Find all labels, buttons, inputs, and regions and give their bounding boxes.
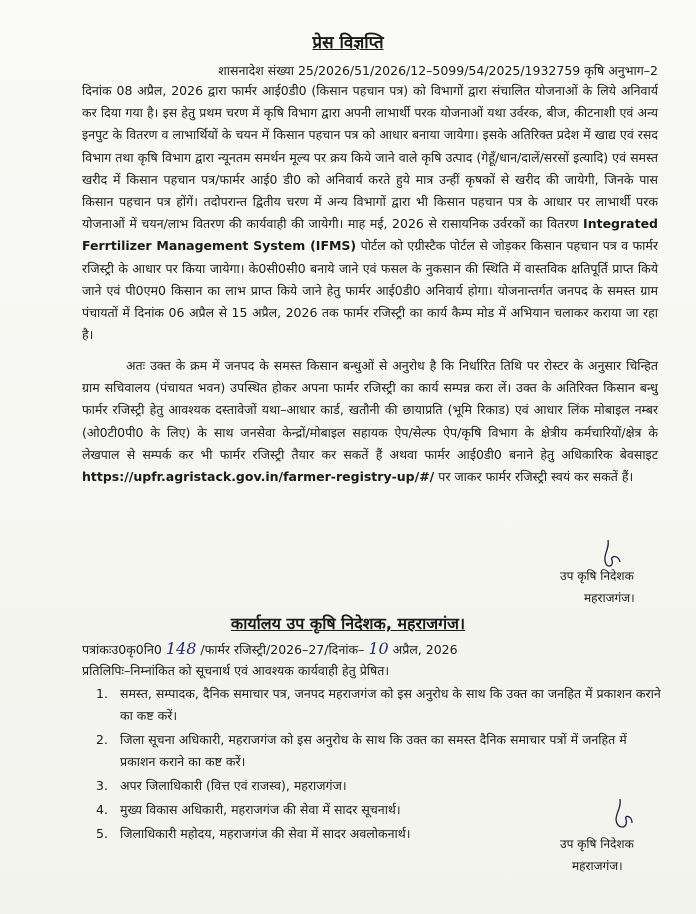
letter-number-middle: /फार्मर रजिस्ट्री/2026–27/दिनांक– xyxy=(200,642,365,657)
paragraph-2-end: पर जाकर फार्मर रजिस्ट्री स्वयं कर सकतें हैं। xyxy=(438,469,634,485)
signature-scribble xyxy=(602,797,642,833)
letter-number-prefix: पत्रांकःउ0कृ0नि0 xyxy=(82,642,162,657)
registry-url[interactable]: https://upfr.agristack.gov.in/farmer-registry-up/#/ xyxy=(82,469,435,485)
letter-number-line xyxy=(82,638,666,661)
handwritten-day: 10 xyxy=(368,639,389,658)
ifms-name: Integrated Ferrtilizer Management System (IFMS) xyxy=(82,216,658,254)
handwritten-number: 148 xyxy=(165,639,197,658)
recipient-list xyxy=(96,683,666,847)
list-item: 1. समस्त, सम्पादक, दैनिक समाचार पत्र, जनपद महराजगंज को इस अनुरोध के साथ कि उक्त का जनहित में प्रकाशन कराने का कष्ट करें। xyxy=(96,686,661,723)
list-item: 5. जिलाधिकारी महोदय, महराजगंज की सेवा में सादर अवलोकनार्थ। xyxy=(96,826,411,841)
order-reference: शासनादेश संख्या 25/2026/51/2026/12–5099/54/2025/1932759 कृषि अनुभाग–2 xyxy=(218,63,658,78)
list-item: 4. मुख्य विकास अधिकारी, महराजगंज की सेवा में सादर सूचनार्थ। xyxy=(96,802,401,817)
office-title: कार्यालय उप कृषि निदेशक, महराजगंज। xyxy=(230,614,466,633)
copy-to-heading: प्रतिलिपिः–निम्नांकित को सूचनार्थ एवं आवश्यक कार्यवाही हेतु प्रेषित। xyxy=(82,663,390,678)
signatory-place: महराजगंज। xyxy=(572,859,623,873)
signature-block-1 xyxy=(560,565,680,609)
list-item: 2. जिला सूचना अधिकारी, महराजगंज को इस अनुरोध के साथ कि उक्त का समस्त दैनिक समाचार पत्रों में जनहित में प्रकाशन कराने का कष्ट करें। xyxy=(96,732,627,769)
press-release-title: प्रेस विज्ञप्ति xyxy=(312,33,384,53)
paragraph-2-text: अतः उक्त के क्रम में जनपद के समस्त किसान बन्धुओं से अनुरोध है कि निर्धारित तिथि पर रोस्टर के अनुसार चिन्हित ग्राम सचिवालय (पंचायत भवन) उपस्थित होकर अपना फार्मर रजिस्ट्री का कार्य सम्पन्न करा लें। उक्त के अतिरिक्त किसान बन्धु फार्मर रजिस्ट्री हेतु आवश्यक दस्तावेजों यथा–आधार कार्ड, खतौनी की छायाप्रति (भूमि रिकाड) एवं आधार लिंक मोबाइल नम्बर (ओ0टी0पी0 के लिए) के साथ जनसेवा केन्द्रों/मोबाइल सहायक ऐप/सेल्फ ऐप/कृषि विभाग के क्षेत्रीय कर्मचारियों/क्षेत्र के लेखपाल से सम्पर्क कर भी फार्मर रजिस्ट्री तैयार कर सकतें हैं अथवा फार्मर आई0डी0 बनाने हेतु अधिकारिक बेवसाइट xyxy=(82,358,658,462)
signatory-title: उप कृषि निदेशक xyxy=(560,837,634,851)
signatory-place: महराजगंज। xyxy=(584,591,635,605)
paragraph-2 xyxy=(82,355,658,488)
signatory-title: उप कृषि निदेशक xyxy=(560,569,634,583)
paragraph-1 xyxy=(82,80,658,346)
paragraph-1-rest: पोर्टल को एग्रीस्टैक पोर्टल से जोड़कर किसान पहचान पत्र व फार्मर रजिस्ट्री के आधार पर किया जायेगा। के0सी0सी0 बनाये जाने एवं फसल के नुकसान की स्थिति में वास्तविक क्षतिपूर्ति प्राप्त किये जाने एवं पी0एम0 किसान का लाभ प्राप्त किये जाने हेतु फार्मर आई0डी0 अनिवार्य होगा। योजनान्तर्गत जनपद के समस्त ग्राम पंचायतों में दिनांक 06 अप्रैल से 15 अप्रैल, 2026 तक फार्मर रजिस्ट्री का कार्य कैम्प मोड में अभियान चलाकर कराया जा रहा है। xyxy=(82,238,658,343)
list-item: 3. अपर जिलाधिकारी (वित्त एवं राजस्व), महराजगंज। xyxy=(96,778,347,793)
paragraph-1-text: दिनांक 08 अप्रैल, 2026 द्वारा फार्मर आई0डी0 (किसान पहचान पत्र) को विभागों द्वारा संचालित योजनाओं के लिये अनिवार्य कर दिया गया है। इस हेतु प्रथम चरण में कृषि विभाग द्वारा अपनी लाभार्थी परक योजनाओं यथा उर्वरक, बीज, कीटनाशी एवं अन्य इनपुट के वितरण व लाभार्थियों के चयन में किसान पहचान पत्र को आधार बनाया जायेगा। इसके अतिरिक्त प्रदेश में खाद्य एवं रसद विभाग तथा कृषि विभाग द्वारा न्यूनतम समर्थन मूल्य पर क्रय किये जाने वाले कृषि उत्पाद (गेहूँ/धान/दालें/सरसों इत्यादि) एवं समस्त खरीद में किसान पहचान पत्र/फार्मर आई0 डी0 को अनिवार्य करते हुये मात्र उन्हीं कृषकों से खरीद की जायेगी, जिनके पास किसान पहचान पत्र होंगें। तदोपरान्त द्वितीय चरण में अन्य विभागों द्वारा भी किसान पहचान पत्र के आधार पर लाभार्थी परक योजनाओं में चयन/लाभ वितरण की कार्यवाही की जायेगी। माह मई, 2026 से रासायनिक उर्वरकों का वितरण xyxy=(82,83,658,232)
letter-date: अप्रैल, 2026 xyxy=(392,642,458,657)
signature-block-2 xyxy=(560,833,680,877)
